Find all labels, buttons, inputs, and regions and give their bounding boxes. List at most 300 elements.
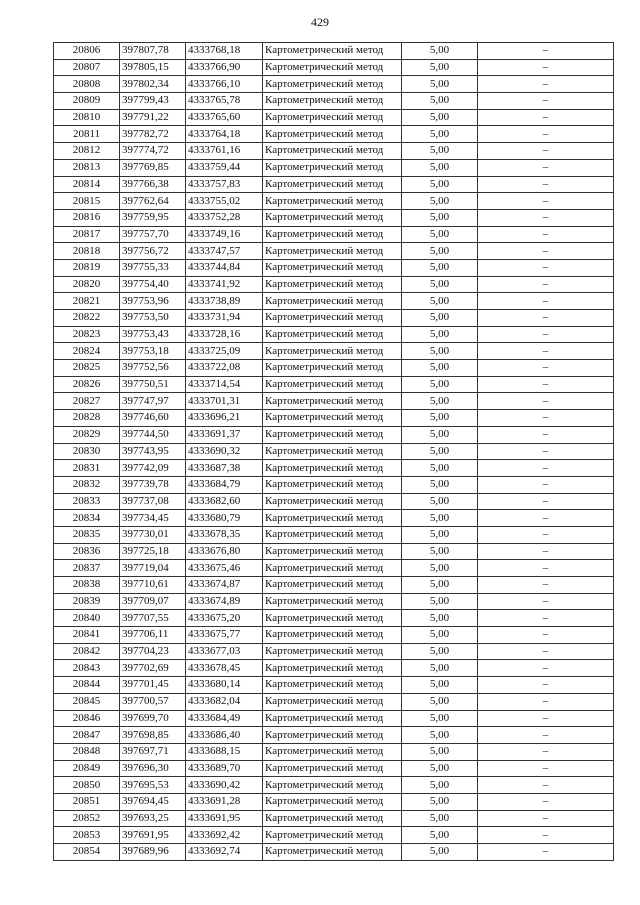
x-coordinate-cell: 397700,57 xyxy=(120,693,186,710)
y-coordinate-cell: 4333691,37 xyxy=(186,426,263,443)
y-coordinate-cell: 4333764,18 xyxy=(186,126,263,143)
error-cell: 5,00 xyxy=(402,209,478,226)
table-row xyxy=(54,660,614,677)
method-cell: Картометрический метод xyxy=(263,209,402,226)
point-number-cell: 20843 xyxy=(54,660,120,677)
error-cell: 5,00 xyxy=(402,827,478,844)
x-coordinate-cell: 397753,96 xyxy=(120,293,186,310)
y-coordinate-cell: 4333738,89 xyxy=(186,293,263,310)
x-coordinate-cell: 397805,15 xyxy=(120,59,186,76)
y-coordinate-cell: 4333722,08 xyxy=(186,360,263,377)
y-coordinate-cell: 4333678,45 xyxy=(186,660,263,677)
error-cell: 5,00 xyxy=(402,93,478,110)
method-cell: Картометрический метод xyxy=(263,610,402,627)
point-number-cell: 20844 xyxy=(54,677,120,694)
x-coordinate-cell: 397750,51 xyxy=(120,376,186,393)
table-row xyxy=(54,460,614,477)
x-coordinate-cell: 397799,43 xyxy=(120,93,186,110)
table-row xyxy=(54,193,614,210)
table-row xyxy=(54,510,614,527)
error-cell: 5,00 xyxy=(402,410,478,427)
method-cell: Картометрический метод xyxy=(263,126,402,143)
point-number-cell: 20825 xyxy=(54,360,120,377)
note-cell: – xyxy=(478,426,614,443)
y-coordinate-cell: 4333680,79 xyxy=(186,510,263,527)
error-cell: 5,00 xyxy=(402,59,478,76)
method-cell: Картометрический метод xyxy=(263,710,402,727)
method-cell: Картометрический метод xyxy=(263,793,402,810)
y-coordinate-cell: 4333676,80 xyxy=(186,543,263,560)
y-coordinate-cell: 4333684,49 xyxy=(186,710,263,727)
point-number-cell: 20817 xyxy=(54,226,120,243)
note-cell: – xyxy=(478,310,614,327)
note-cell: – xyxy=(478,460,614,477)
x-coordinate-cell: 397742,09 xyxy=(120,460,186,477)
error-cell: 5,00 xyxy=(402,343,478,360)
x-coordinate-cell: 397753,50 xyxy=(120,310,186,327)
table-row xyxy=(54,376,614,393)
table-row xyxy=(54,777,614,794)
point-number-cell: 20834 xyxy=(54,510,120,527)
table-row xyxy=(54,543,614,560)
error-cell: 5,00 xyxy=(402,593,478,610)
y-coordinate-cell: 4333688,15 xyxy=(186,743,263,760)
method-cell: Картометрический метод xyxy=(263,493,402,510)
point-number-cell: 20806 xyxy=(54,43,120,60)
table-row xyxy=(54,593,614,610)
y-coordinate-cell: 4333682,60 xyxy=(186,493,263,510)
error-cell: 5,00 xyxy=(402,376,478,393)
y-coordinate-cell: 4333759,44 xyxy=(186,159,263,176)
x-coordinate-cell: 397807,78 xyxy=(120,43,186,60)
error-cell: 5,00 xyxy=(402,310,478,327)
point-number-cell: 20849 xyxy=(54,760,120,777)
y-coordinate-cell: 4333766,90 xyxy=(186,59,263,76)
page-number: 429 xyxy=(311,15,329,29)
method-cell: Картометрический метод xyxy=(263,577,402,594)
point-number-cell: 20822 xyxy=(54,310,120,327)
x-coordinate-cell: 397709,07 xyxy=(120,593,186,610)
x-coordinate-cell: 397743,95 xyxy=(120,443,186,460)
point-number-cell: 20852 xyxy=(54,810,120,827)
method-cell: Картометрический метод xyxy=(263,410,402,427)
note-cell: – xyxy=(478,126,614,143)
note-cell: – xyxy=(478,376,614,393)
error-cell: 5,00 xyxy=(402,76,478,93)
table-row xyxy=(54,610,614,627)
error-cell: 5,00 xyxy=(402,844,478,861)
method-cell: Картометрический метод xyxy=(263,777,402,794)
y-coordinate-cell: 4333677,03 xyxy=(186,643,263,660)
error-cell: 5,00 xyxy=(402,443,478,460)
method-cell: Картометрический метод xyxy=(263,844,402,861)
table-row xyxy=(54,560,614,577)
note-cell: – xyxy=(478,43,614,60)
table-row xyxy=(54,677,614,694)
x-coordinate-cell: 397755,33 xyxy=(120,259,186,276)
error-cell: 5,00 xyxy=(402,193,478,210)
note-cell: – xyxy=(478,293,614,310)
method-cell: Картометрический метод xyxy=(263,393,402,410)
point-number-cell: 20824 xyxy=(54,343,120,360)
y-coordinate-cell: 4333692,74 xyxy=(186,844,263,861)
table-row xyxy=(54,259,614,276)
note-cell: – xyxy=(478,577,614,594)
error-cell: 5,00 xyxy=(402,226,478,243)
method-cell: Картометрический метод xyxy=(263,76,402,93)
method-cell: Картометрический метод xyxy=(263,43,402,60)
point-number-cell: 20816 xyxy=(54,209,120,226)
y-coordinate-cell: 4333690,32 xyxy=(186,443,263,460)
point-number-cell: 20837 xyxy=(54,560,120,577)
point-number-cell: 20839 xyxy=(54,593,120,610)
x-coordinate-cell: 397782,72 xyxy=(120,126,186,143)
x-coordinate-cell: 397739,78 xyxy=(120,476,186,493)
error-cell: 5,00 xyxy=(402,326,478,343)
point-number-cell: 20847 xyxy=(54,727,120,744)
error-cell: 5,00 xyxy=(402,810,478,827)
table-row xyxy=(54,760,614,777)
table-row xyxy=(54,76,614,93)
method-cell: Картометрический метод xyxy=(263,510,402,527)
y-coordinate-cell: 4333752,28 xyxy=(186,209,263,226)
error-cell: 5,00 xyxy=(402,727,478,744)
note-cell: – xyxy=(478,510,614,527)
table-row xyxy=(54,276,614,293)
x-coordinate-cell: 397752,56 xyxy=(120,360,186,377)
y-coordinate-cell: 4333691,95 xyxy=(186,810,263,827)
method-cell: Картометрический метод xyxy=(263,543,402,560)
y-coordinate-cell: 4333675,20 xyxy=(186,610,263,627)
x-coordinate-cell: 397698,85 xyxy=(120,727,186,744)
table-row xyxy=(54,693,614,710)
error-cell: 5,00 xyxy=(402,243,478,260)
note-cell: – xyxy=(478,627,614,644)
error-cell: 5,00 xyxy=(402,43,478,60)
error-cell: 5,00 xyxy=(402,126,478,143)
note-cell: – xyxy=(478,793,614,810)
y-coordinate-cell: 4333696,21 xyxy=(186,410,263,427)
method-cell: Картометрический метод xyxy=(263,760,402,777)
method-cell: Картометрический метод xyxy=(263,627,402,644)
point-number-cell: 20854 xyxy=(54,844,120,861)
point-number-cell: 20807 xyxy=(54,59,120,76)
x-coordinate-cell: 397759,95 xyxy=(120,209,186,226)
table-row xyxy=(54,827,614,844)
note-cell: – xyxy=(478,226,614,243)
y-coordinate-cell: 4333761,16 xyxy=(186,143,263,160)
method-cell: Картометрический метод xyxy=(263,243,402,260)
table-row xyxy=(54,727,614,744)
point-number-cell: 20848 xyxy=(54,743,120,760)
method-cell: Картометрический метод xyxy=(263,176,402,193)
y-coordinate-cell: 4333692,42 xyxy=(186,827,263,844)
x-coordinate-cell: 397689,96 xyxy=(120,844,186,861)
note-cell: – xyxy=(478,643,614,660)
note-cell: – xyxy=(478,693,614,710)
method-cell: Картометрический метод xyxy=(263,743,402,760)
method-cell: Картометрический метод xyxy=(263,293,402,310)
note-cell: – xyxy=(478,727,614,744)
table-row xyxy=(54,209,614,226)
y-coordinate-cell: 4333768,18 xyxy=(186,43,263,60)
method-cell: Картометрический метод xyxy=(263,526,402,543)
error-cell: 5,00 xyxy=(402,493,478,510)
table-row xyxy=(54,493,614,510)
y-coordinate-cell: 4333765,78 xyxy=(186,93,263,110)
point-number-cell: 20850 xyxy=(54,777,120,794)
error-cell: 5,00 xyxy=(402,643,478,660)
point-number-cell: 20809 xyxy=(54,93,120,110)
note-cell: – xyxy=(478,343,614,360)
point-number-cell: 20835 xyxy=(54,526,120,543)
y-coordinate-cell: 4333749,16 xyxy=(186,226,263,243)
x-coordinate-cell: 397696,30 xyxy=(120,760,186,777)
point-number-cell: 20840 xyxy=(54,610,120,627)
y-coordinate-cell: 4333747,57 xyxy=(186,243,263,260)
note-cell: – xyxy=(478,493,614,510)
table-row xyxy=(54,710,614,727)
table-row xyxy=(54,793,614,810)
table-row xyxy=(54,577,614,594)
note-cell: – xyxy=(478,143,614,160)
table-row xyxy=(54,126,614,143)
x-coordinate-cell: 397754,40 xyxy=(120,276,186,293)
point-number-cell: 20814 xyxy=(54,176,120,193)
table-row xyxy=(54,643,614,660)
method-cell: Картометрический метод xyxy=(263,727,402,744)
method-cell: Картометрический метод xyxy=(263,226,402,243)
table-row xyxy=(54,844,614,861)
method-cell: Картометрический метод xyxy=(263,426,402,443)
x-coordinate-cell: 397702,69 xyxy=(120,660,186,677)
method-cell: Картометрический метод xyxy=(263,343,402,360)
note-cell: – xyxy=(478,360,614,377)
note-cell: – xyxy=(478,760,614,777)
x-coordinate-cell: 397710,61 xyxy=(120,577,186,594)
note-cell: – xyxy=(478,276,614,293)
point-number-cell: 20813 xyxy=(54,159,120,176)
method-cell: Картометрический метод xyxy=(263,677,402,694)
point-number-cell: 20823 xyxy=(54,326,120,343)
x-coordinate-cell: 397730,01 xyxy=(120,526,186,543)
y-coordinate-cell: 4333755,02 xyxy=(186,193,263,210)
method-cell: Картометрический метод xyxy=(263,259,402,276)
method-cell: Картометрический метод xyxy=(263,276,402,293)
x-coordinate-cell: 397697,71 xyxy=(120,743,186,760)
table-row xyxy=(54,243,614,260)
y-coordinate-cell: 4333689,70 xyxy=(186,760,263,777)
table-row xyxy=(54,293,614,310)
note-cell: – xyxy=(478,610,614,627)
table-row xyxy=(54,176,614,193)
method-cell: Картометрический метод xyxy=(263,360,402,377)
error-cell: 5,00 xyxy=(402,393,478,410)
table-row xyxy=(54,443,614,460)
x-coordinate-cell: 397753,43 xyxy=(120,326,186,343)
error-cell: 5,00 xyxy=(402,293,478,310)
y-coordinate-cell: 4333675,46 xyxy=(186,560,263,577)
method-cell: Картометрический метод xyxy=(263,693,402,710)
y-coordinate-cell: 4333691,28 xyxy=(186,793,263,810)
method-cell: Картометрический метод xyxy=(263,109,402,126)
point-number-cell: 20831 xyxy=(54,460,120,477)
note-cell: – xyxy=(478,677,614,694)
error-cell: 5,00 xyxy=(402,460,478,477)
method-cell: Картометрический метод xyxy=(263,376,402,393)
method-cell: Картометрический метод xyxy=(263,660,402,677)
note-cell: – xyxy=(478,827,614,844)
point-number-cell: 20811 xyxy=(54,126,120,143)
x-coordinate-cell: 397695,53 xyxy=(120,777,186,794)
point-number-cell: 20846 xyxy=(54,710,120,727)
method-cell: Картометрический метод xyxy=(263,59,402,76)
error-cell: 5,00 xyxy=(402,577,478,594)
y-coordinate-cell: 4333674,89 xyxy=(186,593,263,610)
point-number-cell: 20838 xyxy=(54,577,120,594)
method-cell: Картометрический метод xyxy=(263,827,402,844)
note-cell: – xyxy=(478,193,614,210)
y-coordinate-cell: 4333725,09 xyxy=(186,343,263,360)
point-number-cell: 20830 xyxy=(54,443,120,460)
method-cell: Картометрический метод xyxy=(263,460,402,477)
x-coordinate-cell: 397766,38 xyxy=(120,176,186,193)
x-coordinate-cell: 397691,95 xyxy=(120,827,186,844)
error-cell: 5,00 xyxy=(402,760,478,777)
error-cell: 5,00 xyxy=(402,476,478,493)
point-number-cell: 20851 xyxy=(54,793,120,810)
y-coordinate-cell: 4333674,87 xyxy=(186,577,263,594)
y-coordinate-cell: 4333741,92 xyxy=(186,276,263,293)
method-cell: Картометрический метод xyxy=(263,593,402,610)
note-cell: – xyxy=(478,526,614,543)
table-row xyxy=(54,743,614,760)
x-coordinate-cell: 397734,45 xyxy=(120,510,186,527)
x-coordinate-cell: 397757,70 xyxy=(120,226,186,243)
x-coordinate-cell: 397693,25 xyxy=(120,810,186,827)
x-coordinate-cell: 397699,70 xyxy=(120,710,186,727)
note-cell: – xyxy=(478,176,614,193)
x-coordinate-cell: 397706,11 xyxy=(120,627,186,644)
error-cell: 5,00 xyxy=(402,543,478,560)
x-coordinate-cell: 397762,64 xyxy=(120,193,186,210)
point-number-cell: 20815 xyxy=(54,193,120,210)
note-cell: – xyxy=(478,243,614,260)
error-cell: 5,00 xyxy=(402,793,478,810)
method-cell: Картометрический метод xyxy=(263,810,402,827)
table-row xyxy=(54,159,614,176)
y-coordinate-cell: 4333682,04 xyxy=(186,693,263,710)
point-number-cell: 20826 xyxy=(54,376,120,393)
error-cell: 5,00 xyxy=(402,426,478,443)
error-cell: 5,00 xyxy=(402,743,478,760)
error-cell: 5,00 xyxy=(402,259,478,276)
point-number-cell: 20832 xyxy=(54,476,120,493)
method-cell: Картометрический метод xyxy=(263,159,402,176)
note-cell: – xyxy=(478,743,614,760)
x-coordinate-cell: 397701,45 xyxy=(120,677,186,694)
method-cell: Картометрический метод xyxy=(263,326,402,343)
error-cell: 5,00 xyxy=(402,560,478,577)
point-number-cell: 20841 xyxy=(54,627,120,644)
note-cell: – xyxy=(478,560,614,577)
x-coordinate-cell: 397756,72 xyxy=(120,243,186,260)
x-coordinate-cell: 397694,45 xyxy=(120,793,186,810)
table-row xyxy=(54,343,614,360)
y-coordinate-cell: 4333731,94 xyxy=(186,310,263,327)
y-coordinate-cell: 4333757,83 xyxy=(186,176,263,193)
y-coordinate-cell: 4333690,42 xyxy=(186,777,263,794)
error-cell: 5,00 xyxy=(402,360,478,377)
x-coordinate-cell: 397737,08 xyxy=(120,493,186,510)
table-row xyxy=(54,59,614,76)
y-coordinate-cell: 4333684,79 xyxy=(186,476,263,493)
x-coordinate-cell: 397707,55 xyxy=(120,610,186,627)
x-coordinate-cell: 397774,72 xyxy=(120,143,186,160)
point-number-cell: 20820 xyxy=(54,276,120,293)
table-row xyxy=(54,143,614,160)
x-coordinate-cell: 397725,18 xyxy=(120,543,186,560)
x-coordinate-cell: 397791,22 xyxy=(120,109,186,126)
note-cell: – xyxy=(478,93,614,110)
note-cell: – xyxy=(478,710,614,727)
note-cell: – xyxy=(478,844,614,861)
note-cell: – xyxy=(478,443,614,460)
table-row xyxy=(54,310,614,327)
y-coordinate-cell: 4333701,31 xyxy=(186,393,263,410)
table-row xyxy=(54,410,614,427)
table-row xyxy=(54,109,614,126)
y-coordinate-cell: 4333714,54 xyxy=(186,376,263,393)
point-number-cell: 20845 xyxy=(54,693,120,710)
note-cell: – xyxy=(478,810,614,827)
point-number-cell: 20853 xyxy=(54,827,120,844)
error-cell: 5,00 xyxy=(402,693,478,710)
error-cell: 5,00 xyxy=(402,159,478,176)
y-coordinate-cell: 4333678,35 xyxy=(186,526,263,543)
y-coordinate-cell: 4333765,60 xyxy=(186,109,263,126)
x-coordinate-cell: 397744,50 xyxy=(120,426,186,443)
point-number-cell: 20842 xyxy=(54,643,120,660)
note-cell: – xyxy=(478,777,614,794)
note-cell: – xyxy=(478,660,614,677)
y-coordinate-cell: 4333686,40 xyxy=(186,727,263,744)
y-coordinate-cell: 4333675,77 xyxy=(186,627,263,644)
error-cell: 5,00 xyxy=(402,276,478,293)
table-row xyxy=(54,426,614,443)
method-cell: Картометрический метод xyxy=(263,143,402,160)
error-cell: 5,00 xyxy=(402,143,478,160)
y-coordinate-cell: 4333744,84 xyxy=(186,259,263,276)
table-row xyxy=(54,476,614,493)
y-coordinate-cell: 4333680,14 xyxy=(186,677,263,694)
error-cell: 5,00 xyxy=(402,660,478,677)
table-row xyxy=(54,93,614,110)
table-row xyxy=(54,393,614,410)
method-cell: Картометрический метод xyxy=(263,443,402,460)
point-number-cell: 20818 xyxy=(54,243,120,260)
point-number-cell: 20833 xyxy=(54,493,120,510)
note-cell: – xyxy=(478,259,614,276)
x-coordinate-cell: 397746,60 xyxy=(120,410,186,427)
x-coordinate-cell: 397769,85 xyxy=(120,159,186,176)
point-number-cell: 20810 xyxy=(54,109,120,126)
error-cell: 5,00 xyxy=(402,710,478,727)
method-cell: Картометрический метод xyxy=(263,193,402,210)
note-cell: – xyxy=(478,543,614,560)
point-number-cell: 20836 xyxy=(54,543,120,560)
note-cell: – xyxy=(478,76,614,93)
